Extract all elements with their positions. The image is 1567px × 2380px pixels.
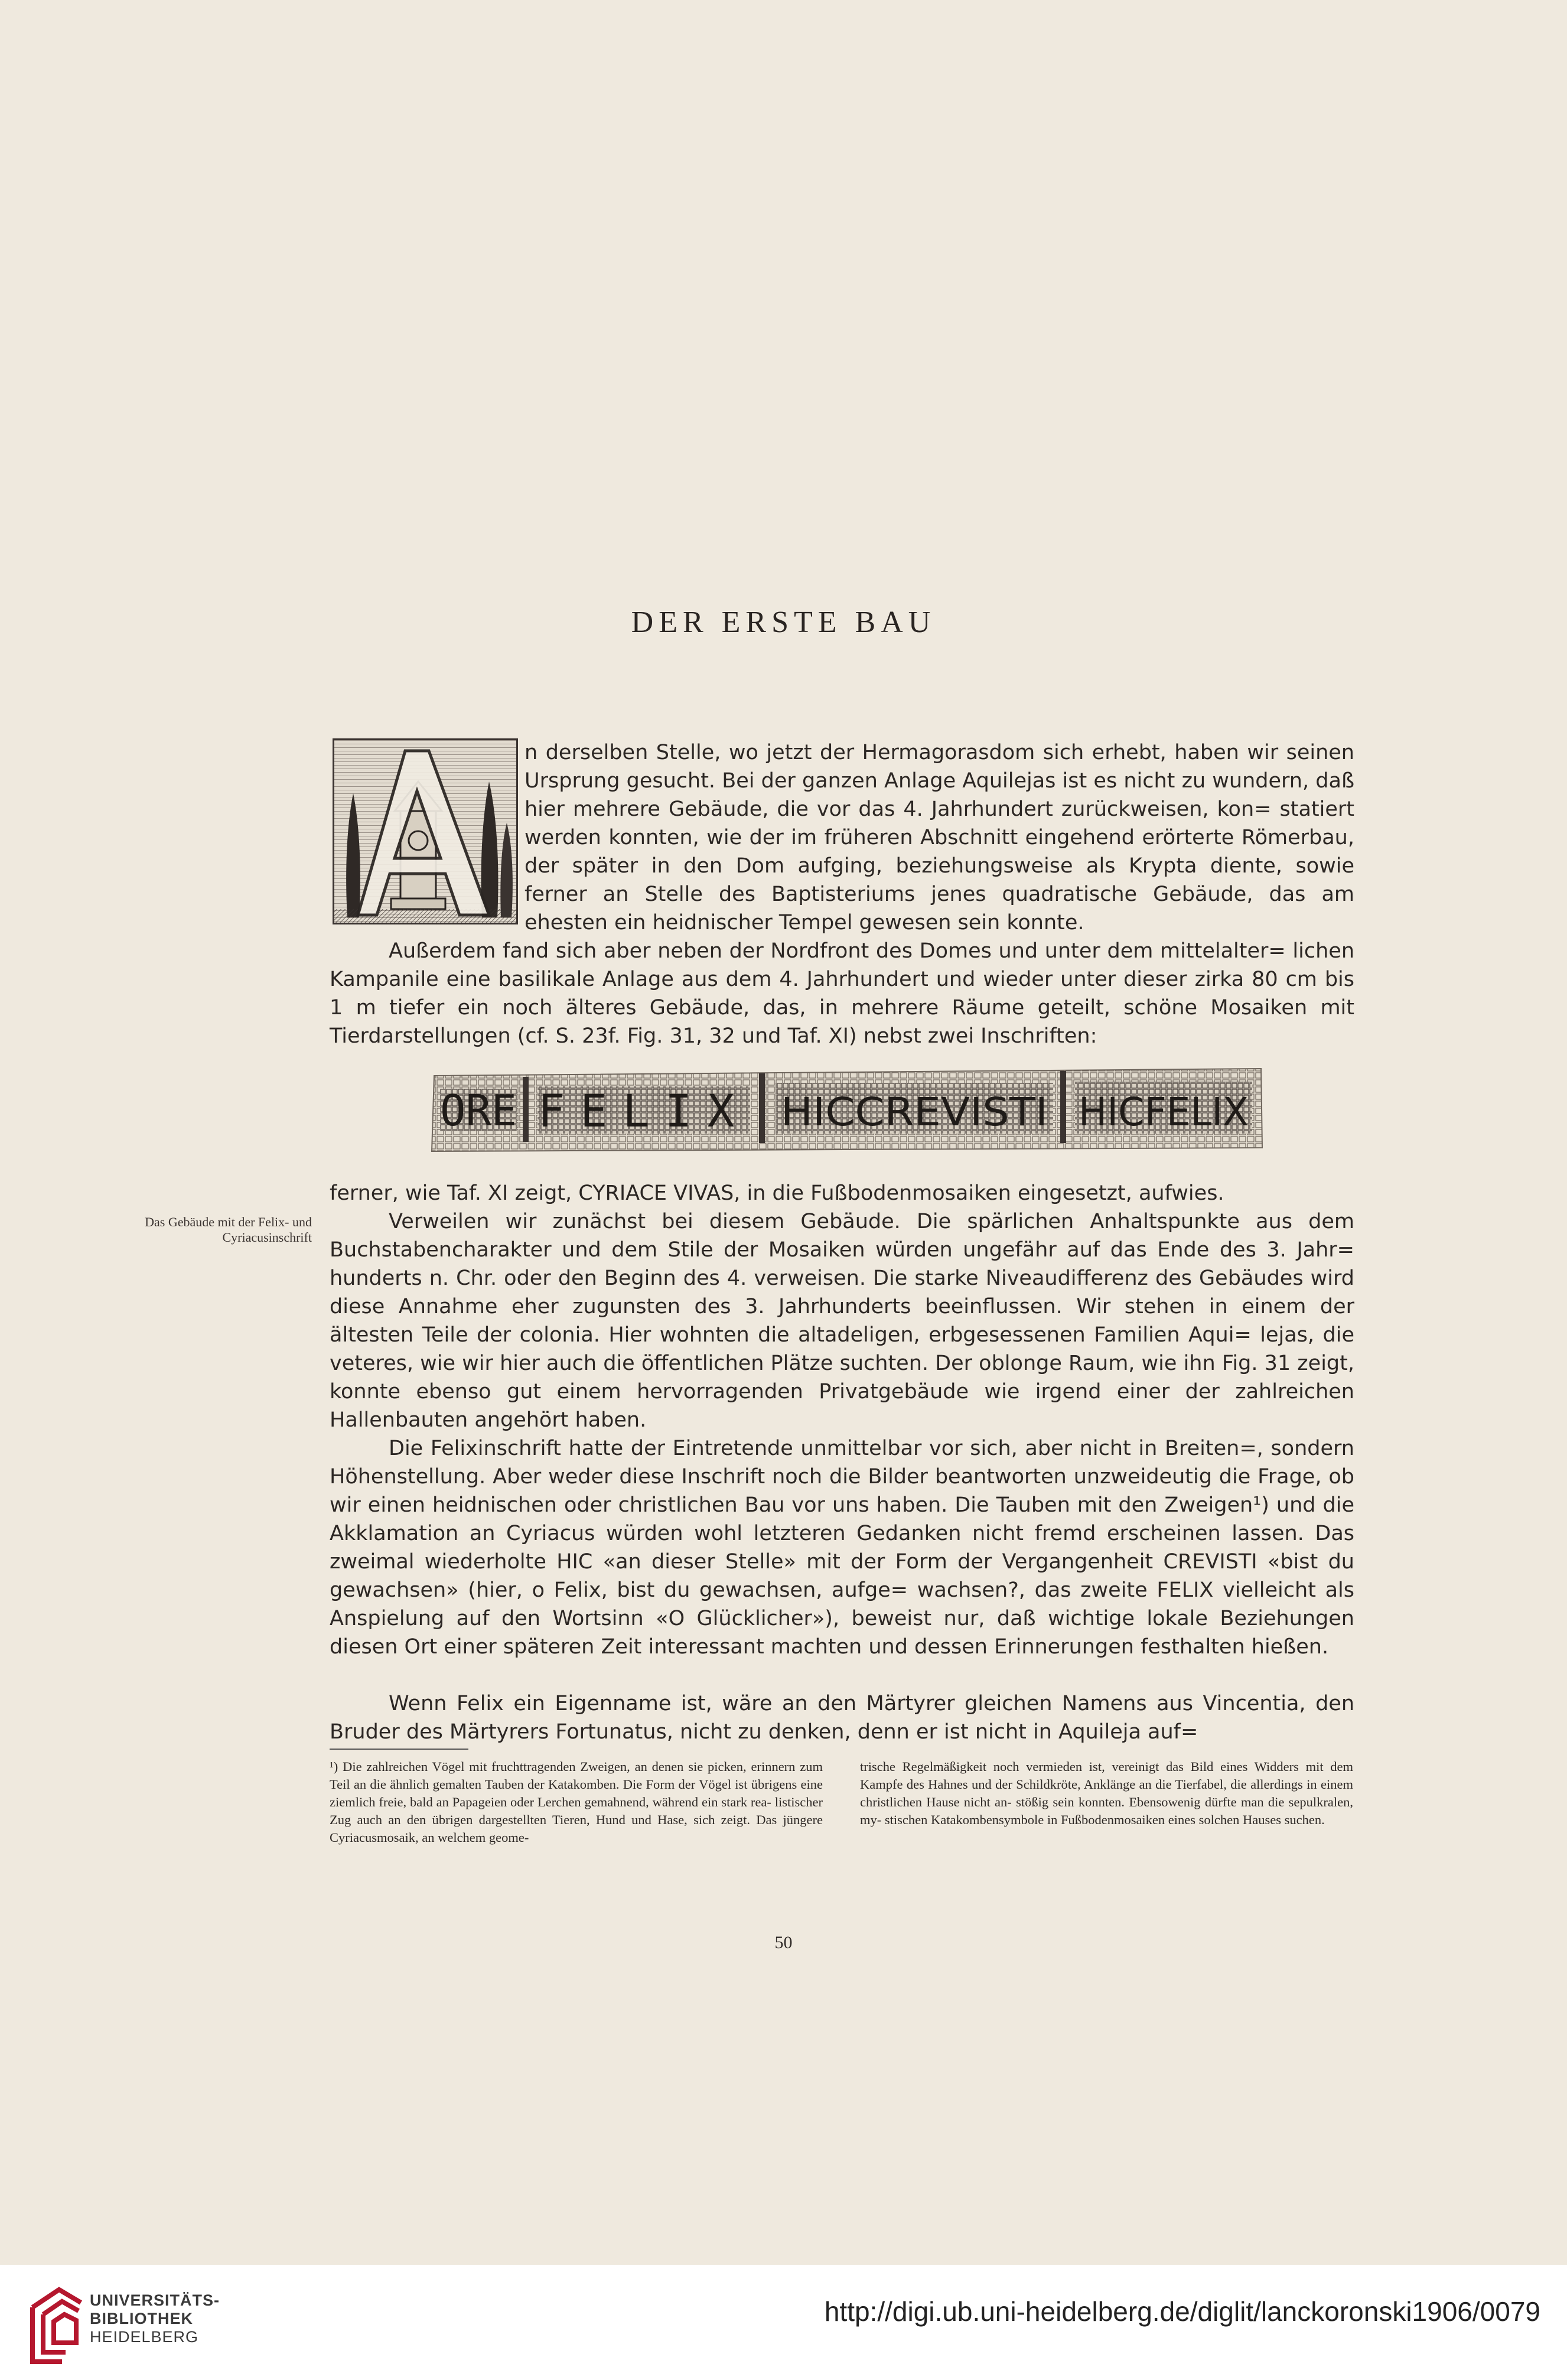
- page-number: 50: [774, 1933, 793, 1952]
- mosaic-segment-3: HICCREVISTI: [781, 1089, 1048, 1135]
- library-name: [90, 2291, 220, 2346]
- paragraph-basilica: Außerdem fand sich aber neben der Nordfront des Domes und unter dem mittelalter= lichen Kampanile eine basilikale Anlage aus dem 4. Jahrhundert und wieder unter dieser zirka 80 cm bis 1 m tiefer ein noch älteres Gebäude, das, in mehrere Räume geteilt, schöne Mosaiken mit Tierdarstellungen (cf. S. 23f. Fig. 31, 32 und Taf. XI) nebst zwei Inschriften:: [330, 939, 1354, 1048]
- footnote-divider: [330, 1749, 468, 1750]
- library-name-line-1: UNIVERSITÄTS-: [90, 2291, 220, 2309]
- mosaic-felix-inscription: [428, 1065, 1267, 1152]
- library-name-line-2: BIBLIOTHEK: [90, 2310, 193, 2327]
- paragraph-cyriace: ferner, wie Taf. XI zeigt, CYRIACE VIVAS, in die Fußbodenmosaiken eingesetzt, aufwies.: [330, 1181, 1224, 1205]
- library-name-line-3: HEIDELBERG: [90, 2328, 199, 2346]
- mosaic-segment-4: HICFELIX: [1079, 1089, 1249, 1135]
- mosaic-segment-1: ORE: [439, 1086, 517, 1135]
- university-library-logo-icon: [27, 2284, 86, 2366]
- paragraph-intro: n derselben Stelle, wo jetzt der Hermagorasdom sich erhebt, haben wir seinen Ursprung gesucht. Bei der ganzen Anlage Aquilejas ist es nicht zu wundern, daß hier mehrere Gebäude, die vor das 4. Jahrhundert zurückweisen, kon= statiert werden konnten, wie der im früheren Abschnitt eingehend erörterte Römerbau, der später in den Dom aufging, beziehungsweise als Krypta diente, sowie ferner an Stelle des Baptisteriums jenes quadratische Gebäude, das am ehesten ein heidnischer Tempel gewesen sein konnte.: [524, 741, 1354, 935]
- footnote-left-column: ¹) Die zahlreichen Vögel mit fruchttragenden Zweigen, an denen sie picken, erinnern zum Teil an die ähnlich gemalten Tauben der Katakomben. Die Form der Vögel ist übrigens eine ziemlich freie, bald an Papageien oder Lerchen gemahnend, während ein stark rea- listischer Zug auch an den übrigen dargestellten Tieren, Hund und Hase, sich zeigt. Das jüngere Cyriacusmosaik, an welchem geome-: [330, 1759, 823, 1845]
- margin-note: Das Gebäude mit der Felix- und Cyriacusinschrift: [145, 1215, 312, 1245]
- paragraph-felix-inscription: Die Felixinschrift hatte der Eintretende unmittelbar vor sich, aber nicht in Breiten=, sondern Höhenstellung. Aber weder diese Inschrift noch die Bilder beantworten unzweideutig die Frage, ob wir einen heidnischen oder christlichen Bau vor uns haben. Die Tauben mit den Zweigen¹) und die Akklamation an Cyriacus würden wohl letzteren Gedanken nicht fremd erscheinen lassen. Das zweimal wiederholte HIC «an dieser Stelle» mit der Form der Vergangenheit CREVISTI «bist du gewachsen» (hier, o Felix, bist du gewachsen, aufge= wachsen?, das zweite FELIX vielleicht als Anspielung auf den Wortsinn «O Glücklicher»), beweist nur, daß wichtige lokale Beziehungen diesen Ort einer späteren Zeit interessant machten und dessen Erinnerungen festhalten hießen.: [330, 1437, 1354, 1659]
- initial-a-engraving: [334, 740, 516, 923]
- paragraph-martyr: Wenn Felix ein Eigenname ist, wäre an den Märtyrer gleichen Namens aus Vincentia, den Bruder des Märtyrers Fortunatus, nicht zu denken, denn er ist nicht in Aquileja auf=: [330, 1692, 1354, 1744]
- mosaic-inscription-illustration: [428, 1065, 1267, 1152]
- library-footer: [0, 2265, 1567, 2380]
- footnote-right-column: trische Regelmäßigkeit noch vermieden ist, vereinigt das Bild eines Widders mit dem Kampfe des Hahnes und der Schildkröte, Anklänge an die Tierfabel, die allerdings in einem christlichen Hause nicht an- stößig sein konnten. Ebensowenig dürfte man die sepulkralen, my- stischen Katakombensymbole in Fußbodenmosaiken eines solchen Hauses suchen.: [860, 1759, 1353, 1827]
- paragraph-building: Verweilen wir zunächst bei diesem Gebäude. Die spärlichen Anhaltspunkte aus dem Buchstabencharakter und dem Stile der Mosaiken würden ungefähr auf das Ende des 3. Jahr= hunderts n. Chr. oder den Beginn des 4. verweisen. Die starke Niveaudifferenz des Gebäudes wird diese Annahme eher zugunsten des 3. Jahrhunderts beeinflussen. Wir stehen in einem der ältesten Teile der colonia. Hier wohnten die altadeligen, erbgesessenen Familien Aqui= lejas, die veteres, wie wir hier auch die öffentlichen Plätze suchten. Der oblonge Raum, wie ihn Fig. 31 zeigt, konnte ebenso gut einem hervorragenden Privatgebäude wie irgend einer der zahlreichen Hallenbauten angehört haben.: [330, 1210, 1354, 1432]
- chapter-title: DER ERSTE BAU: [631, 605, 936, 639]
- mosaic-segment-2: FELIX: [537, 1085, 750, 1137]
- decorated-initial-illustration: [333, 738, 518, 924]
- source-url[interactable]: http://digi.ub.uni-heidelberg.de/diglit/lanckoronski1906/0079: [824, 2296, 1540, 2327]
